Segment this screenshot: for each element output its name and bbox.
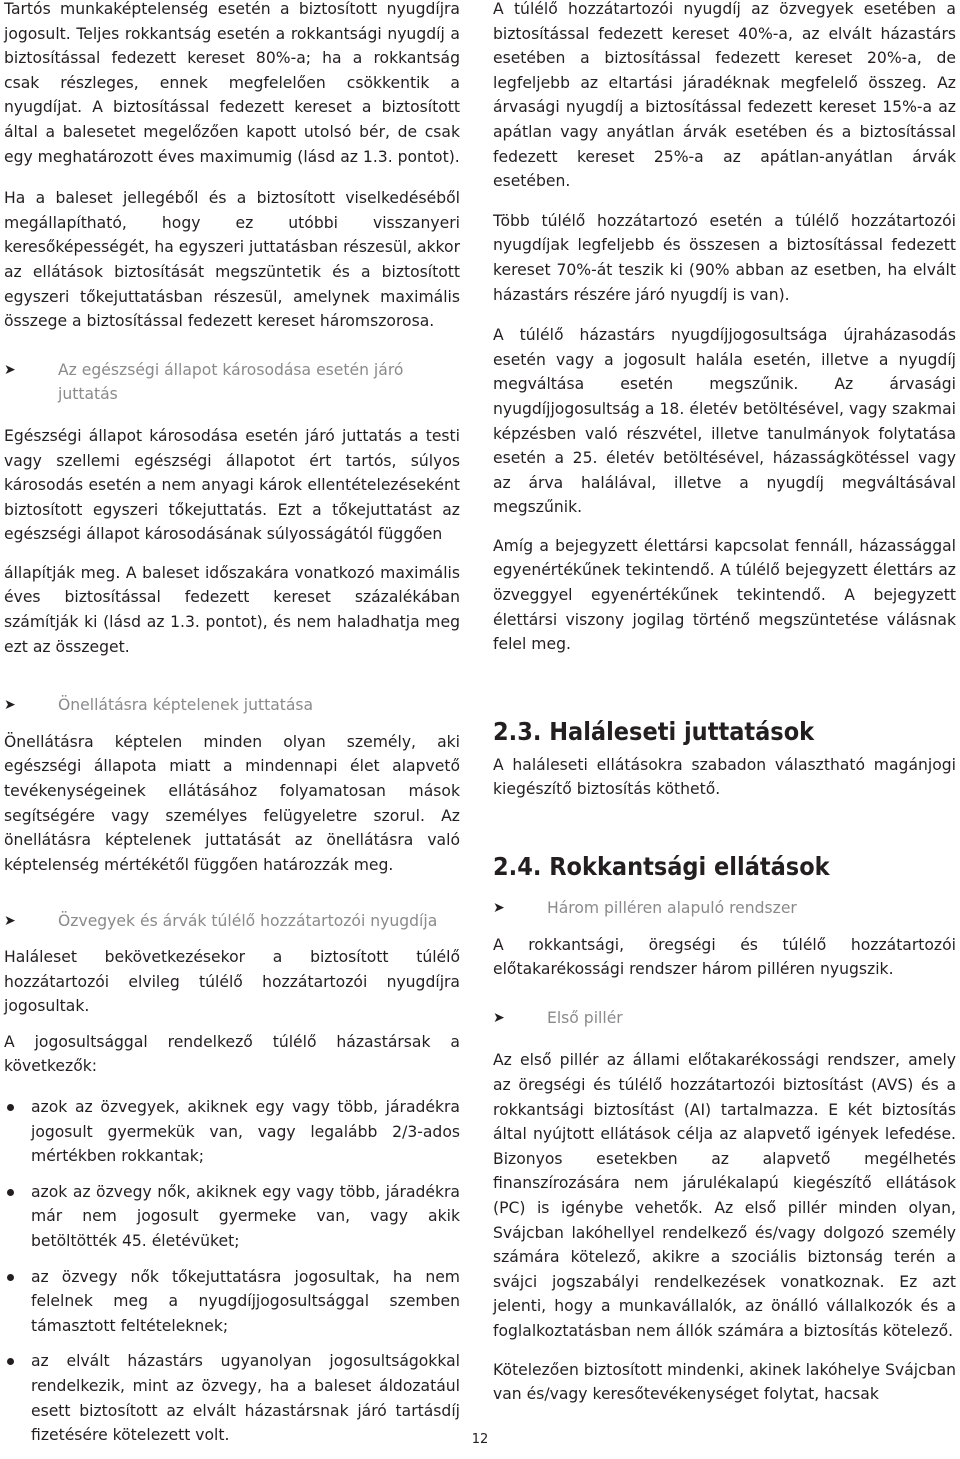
section-heading-text: Az egészségi állapot károsodása esetén járó juttatás: [58, 360, 404, 404]
arrow-bullet-icon: ➤: [4, 361, 16, 378]
paragraph: Az első pillér az állami előtakarékossági rendszer, amely az öregségi és túlélő hozzátartozói biztosítást (AVS) és a rokkantsági biztosítást (AI) tartalmazza. E két biztosítás által nyújtott ellátások célja az alapvető igények lefedése. Bizonyos esetekben az alapvető megélhetés finanszírozására nem járulékalapú kiegészítő ellátások (PC) is igénybe vehetők. Az első pillér minden olyan, Svájcban lakóhellyel rendelkező és/vagy dolgozó személy számára kötelező, akikre a szociális biztonság terén a svájci jogszabályi rendelkezések vonatkoznak. Ez azt jelenti, hogy a munkavállalók, az önálló vállalkozók és a foglalkoztatásban nem állók számára a biztosítás kötelező.: [493, 1051, 956, 1340]
list-item: azok az özvegyek, akiknek egy vagy több, járadékra jogosult gyermekük van, vagy legalább 2/3-ados mértékben rokkantak;: [4, 1095, 460, 1169]
paragraph: Amíg a bejegyzett élettársi kapcsolat fennáll, házassággal egyenértékűnek tekintendő. A túlélő bejegyzett élettárs az özveggyel egyenértékűnek tekintendő. A bejegyzett élettársi viszony jogilag történő megszüntetése válásnak felel meg.: [493, 536, 956, 654]
paragraph: A haláleseti ellátásokra szabadon választható magánjogi kiegészítő biztosítás köthető.: [493, 755, 956, 799]
section-heading-text: Önellátásra képtelenek juttatása: [58, 696, 314, 715]
section-heading-text: Három pilléren alapuló rendszer: [547, 899, 797, 918]
section-heading: [493, 1006, 956, 1031]
paragraph: A jogosultsággal rendelkező túlélő házastársak a következők:: [4, 1032, 460, 1076]
paragraph: Több túlélő hozzátartozó esetén a túlélő hozzátartozói nyugdíjak legfeljebb és összesen a biztosítással fedezett kereset 70%-át teszik ki (90% abban az esetben, ha elvált házastárs részére járó nyugdíj is van).: [493, 211, 956, 304]
list-item: azok az özvegy nők, akiknek egy vagy több, járadékra már nem jogosult gyermeke van, vagy akik betöltötték 45. életévüket;: [4, 1180, 460, 1254]
paragraph: Ha a baleset jellegéből és a biztosított viselkedéséből megállapítható, hogy ez utóbbi visszanyeri keresőképességét, ha egyszeri juttatásban részesül, akkor az ellátások biztosítását megszüntetik és a biztosított egyszeri tőkejuttatásban részesül, amelynek maximális összege a biztosítással fedezett kereset háromszorosa.: [4, 189, 460, 331]
section-heading: [4, 358, 460, 407]
paragraph: Tartós munkaképtelenség esetén a biztosított nyugdíjra jogosult. Teljes rokkantság esetén a rokkantsági nyugdíj a biztosítással fedezett kereset 80%-a; ha a rokkantság csak részleges, ennek megfelelően csökkentik a nyugdíjat. A biztosítással fedezett kereset a biztosított által a balesetet megelőzően kapott utolsó bér, de csak egy meghatározott éves maximumig (lásd az 1.3. pontot).: [4, 0, 460, 166]
paragraph: Kötelezően biztosított mindenki, akinek lakóhelye Svájcban van és/vagy keresőtevékenységet folytat, hacsak: [493, 1360, 957, 1404]
arrow-bullet-icon: ➤: [4, 697, 16, 714]
paragraph: A rokkantsági, öregségi és túlélő hozzátartozói előtakarékossági rendszer három pilléren nyugszik.: [493, 935, 956, 979]
section-heading: [4, 693, 460, 718]
arrow-bullet-icon: ➤: [493, 900, 505, 917]
arrow-bullet-icon: ➤: [4, 913, 16, 930]
section-heading-text: Özvegyek és árvák túlélő hozzátartozói nyugdíja: [58, 912, 438, 931]
paragraph: A túlélő hozzátartozói nyugdíj az özvegyek esetében a biztosítással fedezett kereset 40%-a, az elvált házastárs esetében a biztosítással fedezett kereset 20%-a, de legfeljebb az eltartási járadéknak megfelelő összeg. Az árvasági nyugdíj a biztosítással fedezett kereset 15%-a az apátlan vagy anyátlan árvák esetében és a biztosítással fedezett kereset 25%-a az apátlan-anyátlan árvák esetében.: [493, 0, 956, 191]
page-number: 12: [471, 1432, 489, 1447]
paragraph: állapítják meg. A baleset időszakára vonatkozó maximális éves biztosítással fedezett kereset százalékában számítják ki (lásd az 1.3. pontot), és nem haladhatja meg ezt az összeget.: [4, 563, 460, 656]
section-heading-text: Első pillér: [547, 1008, 623, 1027]
list-item: az özvegy nők tőkejuttatásra jogosultak, ha nem felelnek meg a nyugdíjjogosultsággal szemben támasztott feltételeknek;: [4, 1265, 460, 1339]
paragraph: Egészségi állapot károsodása esetén járó juttatás a testi vagy szellemi egészségi állapotot ért tartós, súlyos károsodás esetén a nem anyagi károk ellentételezéseként biztosított egyszeri tőkejuttatás. Ezt a tőkejuttatást az egészségi állapot károsodásának súlyosságától függően: [4, 426, 460, 544]
paragraph: A túlélő házastárs nyugdíjjogosultsága újraházasodás esetén vagy a jogosult halála esetén, illetve a nyugdíj megváltása esetén megszűnik. Az árvasági nyugdíjjogosultság a 18. életév betöltésével, vagy szakmai képzésben való részvétel, illetve tanulmányok folytatása esetén a 25. életév betöltésével, házasságkötéssel vagy az árva halálával, illetve a nyugdíj megváltásával megszűnik.: [493, 326, 956, 517]
section-title: 2.4. Rokkantsági ellátások: [493, 852, 830, 882]
section-title: 2.3. Haláleseti juttatások: [493, 716, 815, 746]
right-column: [493, 0, 956, 1407]
list-item: az elvált házastárs ugyanolyan jogosultságokkal rendelkezik, mint az özvegy, ha a baleset áldozatául esett biztosított az elvált házastársnak járó tartásdíj fizetésére kötelezett volt.: [4, 1349, 460, 1447]
paragraph: Önellátásra képtelen minden olyan személy, aki egészségi állapota miatt a mindennapi élet alapvető tevékenységeinek ellátásához folyamatosan mások segítségére vagy személyes felügyeletre szorul. Az önellátásra képtelenek juttatását az önellátásra való képtelenség mértékétől függően határozzák meg.: [4, 732, 460, 874]
arrow-bullet-icon: ➤: [493, 1009, 505, 1026]
bullet-list: [4, 1095, 460, 1448]
paragraph: Haláleset bekövetkezésekor a biztosított túlélő hozzátartozói elvileg túlélő hozzátartozói nyugdíjra jogosultak.: [4, 948, 460, 1016]
section-heading: [493, 896, 956, 921]
left-column: [4, 0, 460, 1459]
section-heading: [4, 909, 460, 934]
